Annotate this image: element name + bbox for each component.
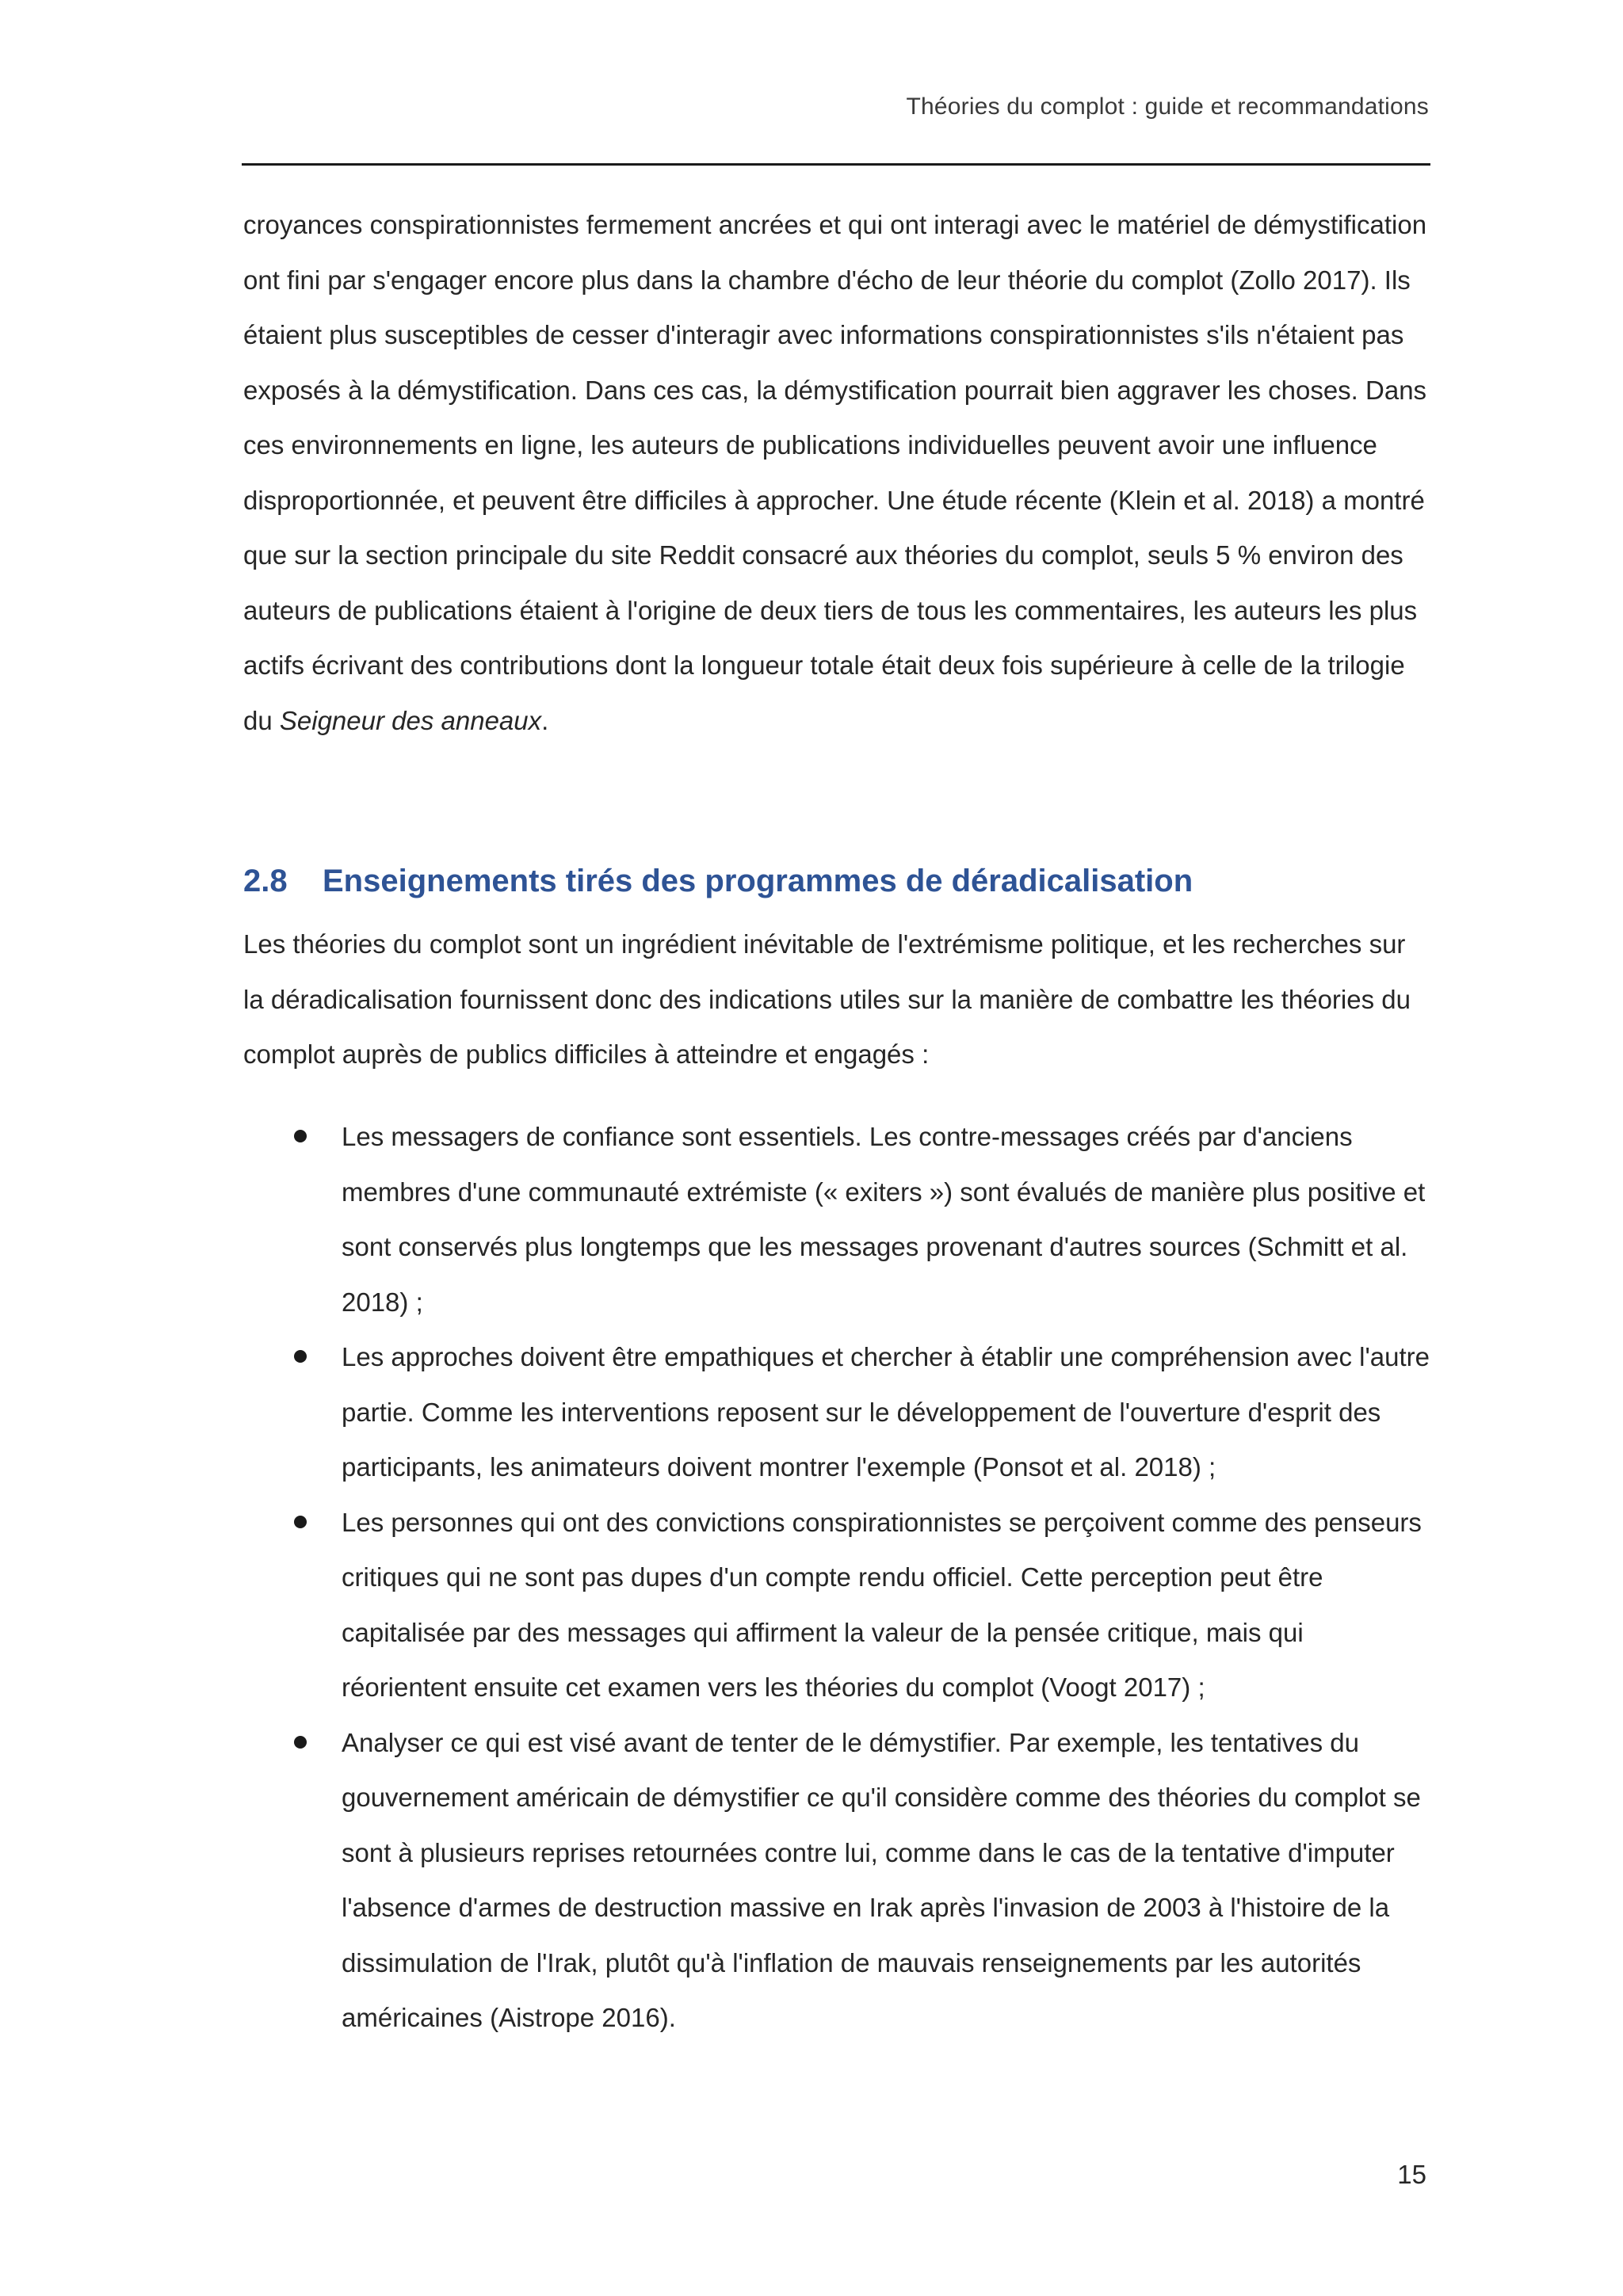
bullet-icon xyxy=(294,1130,307,1142)
bullet-icon xyxy=(294,1350,307,1363)
bullet-icon xyxy=(294,1516,307,1528)
paragraph-end-punctuation: . xyxy=(541,705,549,735)
list-item xyxy=(243,1329,1432,1495)
page-number: 15 xyxy=(1397,2160,1426,2189)
header-divider xyxy=(242,163,1430,166)
list-item-text: Les personnes qui ont des convictions conspirationnistes se perçoivent comme des penseurs critiques qui ne sont pas dupes d'un compte rendu officiel. Cette perception peut être capitalisée par des messages qui affirment la valeur de la pensée critique, mais qui réorientent ensuite cet examen vers les théories du complot (Voogt 2017) ; xyxy=(342,1507,1422,1702)
section-title: Enseignements tirés des programmes de déradicalisation xyxy=(323,864,1193,898)
section-heading xyxy=(243,864,1432,899)
list-item xyxy=(243,1109,1432,1329)
list-item xyxy=(243,1495,1432,1715)
running-header: Théories du complot : guide et recommandations xyxy=(906,93,1429,120)
section-intro-paragraph: Les théories du complot sont un ingrédient inévitable de l'extrémisme politique, et les recherches sur la déradicalisation fournissent donc des indications utiles sur la manière de combattre les théories du complot auprès de publics difficiles à atteindre et engagés : xyxy=(243,929,1411,1069)
list-item-text: Les approches doivent être empathiques et chercher à établir une compréhension avec l'autre partie. Comme les interventions reposent sur le développement de l'ouverture d'esprit des participants, les animateurs doivent montrer l'exemple (Ponsot et al. 2018) ; xyxy=(342,1342,1430,1482)
section-number: 2.8 xyxy=(243,864,288,898)
bullet-icon xyxy=(294,1736,307,1749)
bullet-list xyxy=(243,1109,1432,2046)
list-item-text: Analyser ce qui est visé avant de tenter de le démystifier. Par exemple, les tentatives du gouvernement américain de démystifier ce qu'il considère comme des théories du complot se sont à plusieurs reprises retournées contre lui, comme dans le cas de la tentative d'imputer l'absence d'armes de destruction massive en Irak après l'invasion de 2003 à l'histoire de la dissimulation de l'Irak, plutôt qu'à l'inflation de mauvais renseignements par les autorités américaines (Aistrope 2016). xyxy=(342,1727,1421,2032)
list-item xyxy=(243,1715,1432,2046)
paragraph-text: croyances conspirationnistes fermement ancrées et qui ont interagi avec le matériel de démystification ont fini par s'engager encore plus dans la chambre d'écho de leur théorie du complot (Zollo 2017). Ils étaient plus susceptibles de cesser d'interagir avec informations conspirationnistes s'ils n'étaient pas exposés à la démystification. Dans ces cas, la démystification pourrait bien aggraver les choses. Dans ces environnements en ligne, les auteurs de publications individuelles peuvent avoir une influence disproportionnée, et peuvent être difficiles à approcher. Une étude récente (Klein et al. 2018) a montré que sur la section principale du site Reddit consacré aux théories du complot, seuls 5 % environ des auteurs de publications étaient à l'origine de deux tiers de tous les commentaires, les auteurs les plus actifs écrivant des contributions dont la longueur totale était deux fois supérieure à celle de la trilogie du xyxy=(243,210,1427,735)
list-item-text: Les messagers de confiance sont essentiels. Les contre-messages créés par d'anciens membres d'une communauté extrémiste (« exiters ») sont évalués de manière plus positive et sont conservés plus longtemps que les messages provenant d'autres sources (Schmitt et al. 2018) ; xyxy=(342,1122,1426,1317)
book-title-italic: Seigneur des anneaux xyxy=(279,705,542,735)
body-paragraph-continued xyxy=(243,197,1432,748)
